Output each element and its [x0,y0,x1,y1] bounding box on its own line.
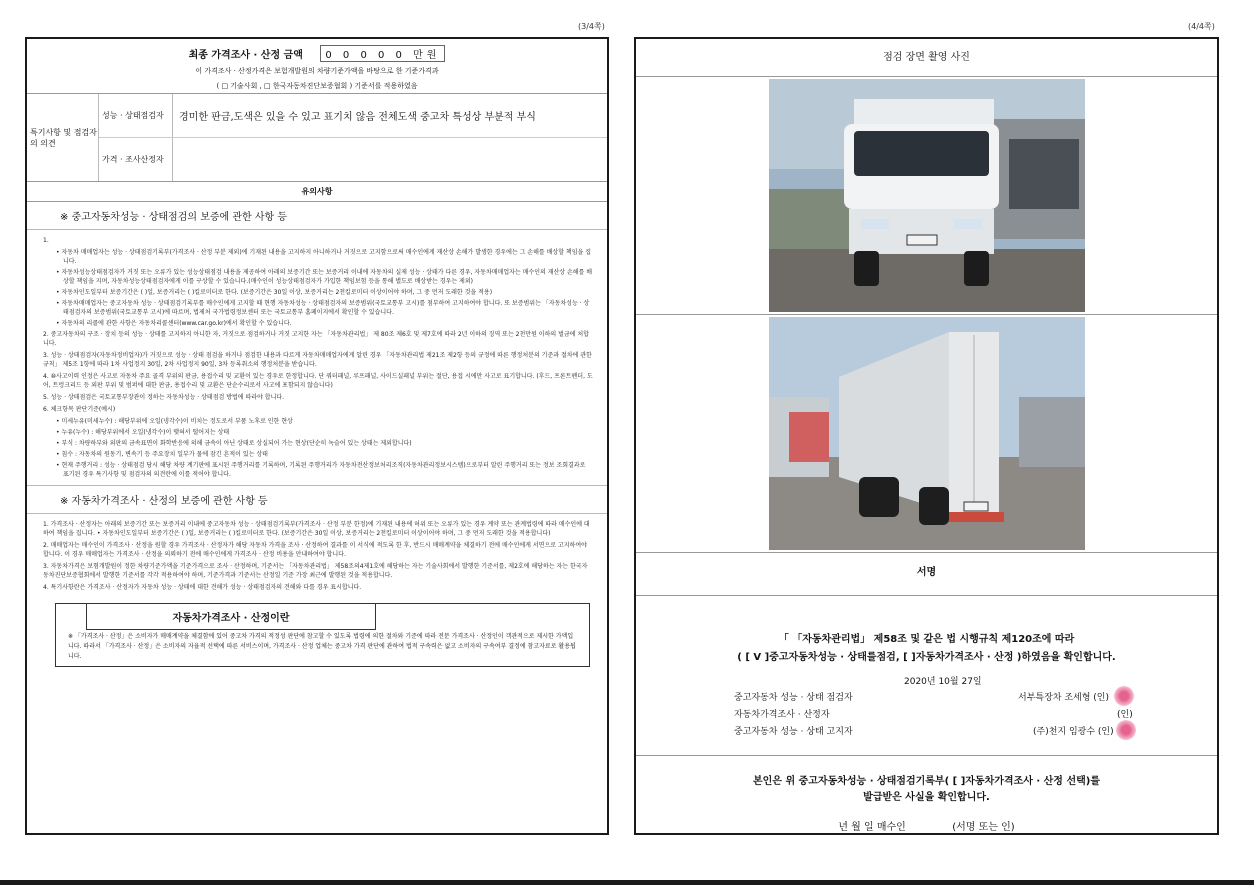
note-item: • 미세누유(미세누수) : 해당부위에 오일(냉각수)이 비치는 정도로서 부품 노후로 인한 현상 [56,418,293,425]
special-notes-table [27,94,607,182]
section2-notes [27,514,607,599]
definition-title: 자동차가격조사 · 산정이란 [86,604,376,630]
note-item: • 침수 : 자동차의 원동기, 변속기 등 주요장치 일부가 물에 잠긴 흔적이 있는 상태 [56,451,268,458]
note-item: 3. 성능 · 상태점검자(자동차정비업자)가 거짓으로 성능 · 상태 점검을 하거나 점검한 내용과 다르게 자동차매매업자에게 알린 경우 「자동차관리법 제21조 제2항 등의 규정에 따른 행정처분의 기준과 절차에 관한 규칙」 제5조 1항에 따라 1차 사업정지 30일, 2차 사업정지 90일, 3차 등록취소의 행정처분을 받습니다. [43,352,592,368]
truck-rear-photo [769,317,1085,550]
note-item: • 자동차인도일부터 보증기간은 ( )일, 보증거리는 ( )킬로미터로 한다. (보증기간은 30일 이상, 보증거리는 2천킬로미터 이상이어야 하며, 그 중 먼저 도래한 것을 적용) [56,289,493,296]
row-label: 가격 · 조사산정자 [99,138,173,181]
page-number-right: (4/4쪽) [1188,22,1215,31]
section1-notes [27,230,607,485]
signature-area [636,596,1217,756]
note-item: 4. ⑩사고이력 인정은 사고로 자동차 주요 골격 부위의 판금, 용접수리 및 교환이 있는 경우로 한정합니다. 단 쿼터패널, 루프패널, 사이드실패널 부위는 절단, 용접 시에만 사고로 표기합니다. (후드, 프론트펜더, 도어, 트렁크리드 등 외판 부위 및 범퍼에 대한 판금, 용접수리 및 교환은 단순수리로서 사고에 포함되지 않습니다) [43,373,593,389]
left-page [25,37,609,835]
note-item: 1. 가격조사 · 산정자는 아래의 보증기간 또는 보증거리 이내에 중고자동차 성능 · 상태점검기록부(가격조사 · 산정 부분 한정)에 기재된 내용에 허위 또는 오류가 있는 경우 계약 또는 관계법령에 따라 매수인에 대하여 책임을 집니다. • 자동차인도일부터 보증기간은 ( )일, 보증거리는 ( )킬로미터로 한다. (보증기간은 30일 이상, 보증거리는 2천킬로미터 이상이어야 하며, 그 중 먼저 도래한 것을 적용합니다) [43,521,590,537]
special-row-appraiser [99,138,607,181]
signature-date: 2020년 10월 27일 [904,677,982,687]
note-item: • 자동차 매매업자는 성능 · 상태점검기록부(가격조사 · 산정 부분 제외)에 기재된 내용을 고지하지 아니하거나 거짓으로 고지함으로써 매수인에게 재산상 손해가 발생한 경우에는 그 손해를 배상할 책임을 집니다. [56,249,591,265]
note-item: 2. 매매업자는 매수인이 가격조사 · 산정을 원할 경우 가격조사 · 산정자가 해당 자동차 가격을 조사 · 산정하여 결과를 이 서식에 적도록 한 후, 반드시 매매계약을 체결하기 전에 매수인에게 서면으로 고지하여야 합니다. 이 경우 매매업자는 가격조사 · 산정을 의뢰하기 전에 매수인에게 가격조사 · 산정 비용을 안내하여야 합니다. [43,542,587,558]
page-number-left: (3/4쪽) [578,22,605,31]
signer-role-notifier: 중고자동차 성능 · 상태 고지자 [734,727,853,737]
buyer-confirmation [636,756,1217,806]
photo-section-title: 점검 장면 촬영 사진 [636,39,1217,77]
special-row-inspector [99,94,607,138]
price-basis-text: 이 가격조사 · 산정가격은 보험개발원의 차량기준가액을 바탕으로 한 기준가격과 [195,67,439,75]
signer-name-appraiser: (인) [1117,710,1133,720]
note-item: • 자동차성능상태점검자가 거짓 또는 오류가 있는 성능상태점검 내용을 제공하여 아래의 보증기간 또는 보증거리 이내에 자동차의 실제 성능 · 상태가 다른 경우, 자동차매매업자는 매수인의 재산상 손해를 배상할 책임을 지며, 자동차성능상태점검자에게 이를 구상할 수 있습니다.(매수인이 성능상태점검자가 가입한 책임보험 등을 통해 별도로 배상받는 경우는 제외) [56,269,593,285]
confirm-line-1: 본인은 위 중고자동차성능 · 상태점검기록부( [ ]자동차가격조사 · 산정 선택)를 [752,776,1100,787]
definition-box [55,603,590,667]
note-item: • 현재 주행거리 : 성능 · 상태점검 당시 해당 차량 계기판에 표시된 주행거리를 기록하며, 기록된 주행거리가 자동차전산정보처리조직(자동차관리정보시스템)으로부터 알린 주행거리 또는 정보 조회결과로 표기된 경우 특기사항 및 점검자의 의견란에 이를 적어야 합니다. [56,462,586,478]
note-item: • 자동차매매업자는 중고자동차 성능 · 상태점검기록부를 매수인에게 고지할 때 현행 자동차성능 · 상태점검자의 보증범위(국토교통부 고시)를 첨부하여 고지하여야 합니다. 또 보증범위는 「자동차성능 · 상태점검자의 보증범위(국토교통부 고시)에 따르며, 법제처 국가법령정보센터 또는 국토교통부 홈페이지에서 확인할 수 있습니다. [56,300,590,316]
buyer-date-label: 년 월 일 매수인 [838,822,906,833]
right-page [634,37,1219,835]
inspector-opinion: 경미한 판금,도색은 있을 수 있고 표기치 않음 전체도색 중고차 특성상 부분적 부식 [179,112,536,123]
appraiser-opinion [173,138,607,181]
note-item: 5. 성능 · 상태점검은 국토교통부장관이 정하는 자동차성능 · 상태점검 방법에 따라야 합니다. [43,394,285,401]
signer-name-inspector: 서부특장차 조세형 (인) [1018,693,1109,703]
truck-front-photo [769,79,1085,312]
definition-body: ※ 「가격조사 · 산정」은 소비자가 매매계약을 체결함에 있어 중고차 가격의 적정성 판단에 참고할 수 있도록 법령에 의한 절차와 기준에 따라 전문 가격조사 · 산정인이 객관적으로 제시한 가액입니다. 따라서 「가격조사 · 산정」은 소비자의 자율적 선택에 따른 서비스이며, 가격조사 · 산정 업체는 중고차 가격 판단에 관하여 법적 구속력은 없고 소비자의 구속여부 결정에 참고자료로 활용됩니다. [68,633,576,660]
section1-title: ※ 중고자동차성능 · 상태점검의 보증에 관한 사항 등 [27,202,607,230]
inspection-confirm-line: ( [ V ]중고자동차성능 · 상태를점검, [ ]자동차가격조사 · 산정 )하였음을 확인합니다. [737,652,1116,663]
final-price-section [27,39,607,94]
law-reference-line: 「 「자동차관리법」 제58조 및 같은 법 시행규칙 제120조에 따라 [778,634,1075,645]
note-item: 2. 중고자동차의 구조 · 장치 등의 성능 · 상태를 고지하지 아니한 자, 거짓으로 점검하거나 거짓 고지한 자는 「자동차관리법」 제 80조 제6호 및 제7호에 따라 2년 이하의 징역 또는 2천만원 이하의 벌금에 처합니다. [43,331,589,347]
bottom-border [0,880,1254,885]
buyer-sign-label: (서명 또는 인) [952,822,1015,833]
row-label: 성능 · 상태점검자 [99,94,173,137]
signer-role-inspector: 중고자동차 성능 · 상태 점검자 [734,693,853,703]
signer-name-notifier: (주)천지 임광수 (인) [1033,727,1114,737]
signer-role-appraiser: 자동차가격조사 · 산정자 [734,710,830,720]
special-notes-header: 특기사항 및 점검자의 의견 [27,94,99,181]
note-item: 1. [43,237,49,244]
note-item: • 자동차의 리콜에 관한 사항은 자동차리콜센터(www.car.go.kr)에서 확인할 수 있습니다. [56,320,292,327]
note-item: • 부식 : 차량하부와 외판의 금속표면이 화학반응에 의해 금속이 아닌 상태로 상실되어 가는 현상(단순히 녹슬어 있는 상태는 제외합니다) [56,440,412,447]
seal-stamp [1114,686,1134,706]
note-item: 6. 체크항목 판단기준(예시) [43,406,116,413]
confirm-line-2: 발급받은 사실을 확인합니다. [863,792,990,803]
price-standard-text: ( □ 기술사회 , □ 한국자동차진단보증협회 ) 기준서를 적용하였음 [216,82,418,90]
notes-title: 유의사항 [27,182,607,202]
buyer-signature-line [636,818,1217,833]
final-price-title: 최종 가격조사 · 산정 금액 [188,50,303,61]
note-item: • 누유(누수) : 해당부위에서 오일(냉각수)이 맺혀서 떨어지는 상태 [56,429,230,436]
note-item: 4. 특기사항란은 가격조사 · 산정자가 자동차 성능 · 상태에 대한 견해가 성능 · 상태점검자의 견해와 다를 경우 표시합니다. [43,584,362,591]
note-item: 3. 자동차가격은 보험개발원이 정한 차량기준가액을 기준가격으로 조사 · 산정하며, 기준서는 「자동차관리법」 제58조의4제1호에 해당하는 자는 기술사회에서 발행한 기준서를, 제2호에 해당하는 자는 한국자동차진단보증협회에서 발행한 기준서를 각각 적용하여야 하며, 기준가격과 기준서는 산정일 기준 가장 최근에 발행된 것을 적용합니다. [43,563,588,579]
seal-stamp [1116,720,1136,740]
section2-title: ※ 자동차가격조사 · 산정의 보증에 관한 사항 등 [27,485,607,514]
final-price-amount: 0 0 0 0 0 만원 [320,45,445,62]
signature-section-title: 서명 [636,553,1217,596]
